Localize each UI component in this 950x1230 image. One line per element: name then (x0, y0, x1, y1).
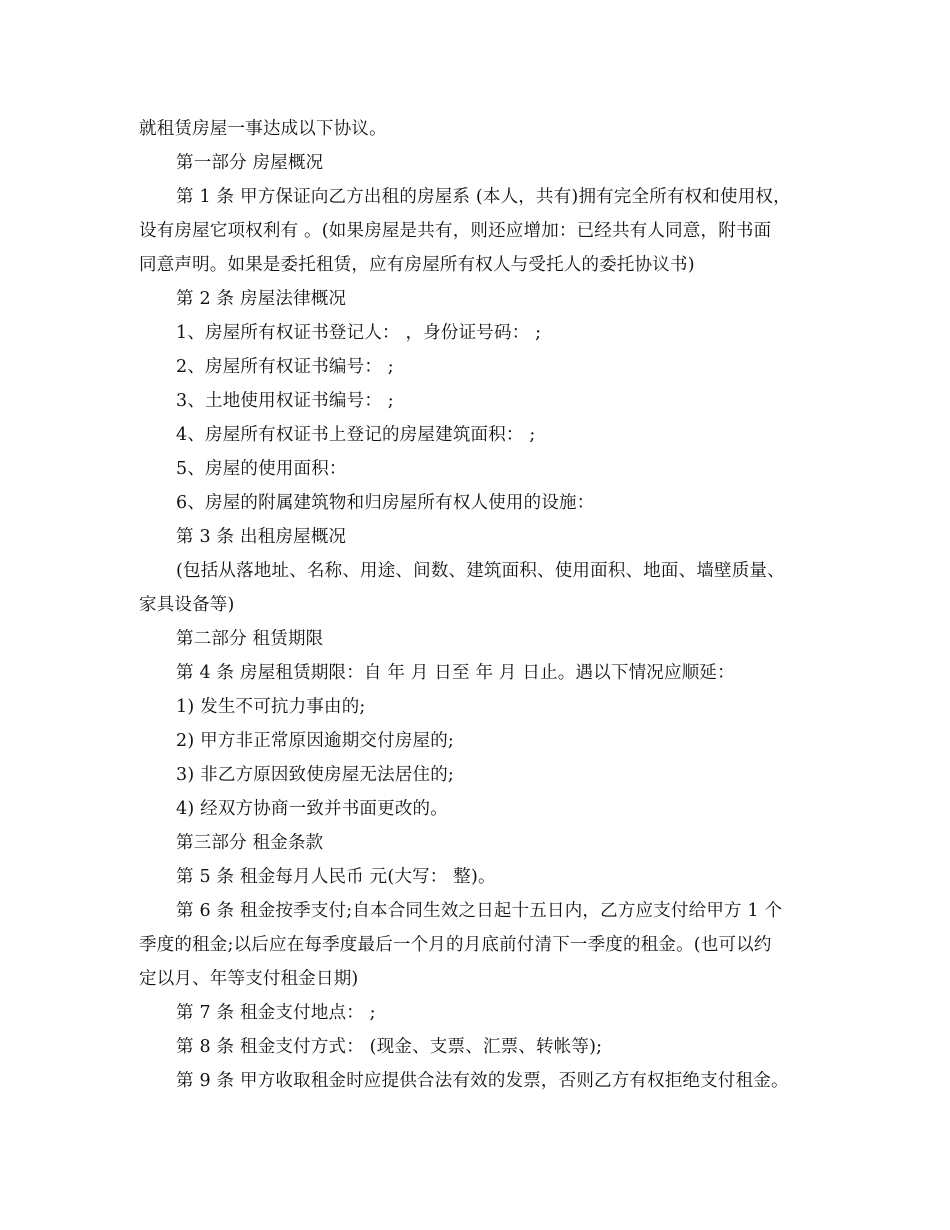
text-line: 第 2 条 房屋法律概况 (176, 289, 347, 309)
text-line: 1) 发生不可抗力事由的; (176, 697, 366, 717)
document-body (139, 112, 819, 1098)
text-line: 第 6 条 租金按季支付;自本合同生效之日起十五日内，乙方应支付给甲方 1 个 (176, 901, 783, 921)
text-line: 家具设备等) (139, 595, 235, 615)
text-line: 第二部分 租赁期限 (176, 629, 324, 649)
text-line: 5、房屋的使用面积： (176, 459, 347, 479)
text-line: 第 1 条 甲方保证向乙方出租的房屋系 (本人，共有)拥有完全所有权和使用权， (176, 187, 791, 207)
text-line: 就租赁房屋一事达成以下协议。 (139, 119, 387, 139)
text-line: 第 7 条 租金支付地点： ; (176, 1003, 376, 1023)
text-line: 3、土地使用权证书编号： ; (176, 391, 394, 411)
text-line: 4) 经双方协商一致并书面更改的。 (176, 799, 448, 819)
text-line: 6、房屋的附属建筑物和归房屋所有权人使用的设施： (176, 493, 595, 513)
text-line: 季度的租金;以后应在每季度最后一个月的月底前付清下一季度的租金。(也可以约 (139, 935, 772, 955)
text-line: 第 4 条 房屋租赁期限：自 年 月 日至 年 月 日止。遇以下情况应顺延： (176, 663, 735, 683)
text-line: 第 9 条 甲方收取租金时应提供合法有效的发票，否则乙方有权拒绝支付租金。 (176, 1071, 789, 1091)
text-line: 定以月、年等支付租金日期) (139, 969, 359, 989)
text-line: 设有房屋它项权利有 。(如果房屋是共有，则还应增加：已经共有人同意，附书面 (139, 221, 772, 241)
text-line: 2) 甲方非正常原因逾期交付房屋的; (176, 731, 455, 751)
text-line: 第 8 条 租金支付方式： (现金、支票、汇票、转帐等); (176, 1037, 603, 1057)
text-line: 3) 非乙方原因致使房屋无法居住的; (176, 765, 455, 785)
text-line: 2、房屋所有权证书编号： ; (176, 357, 394, 377)
text-line: 4、房屋所有权证书上登记的房屋建筑面积： ; (176, 425, 536, 445)
text-line: (包括从落地址、名称、用途、间数、建筑面积、使用面积、地面、墙壁质量、 (176, 561, 785, 581)
text-line: 第三部分 租金条款 (176, 833, 324, 853)
text-line: 第一部分 房屋概况 (176, 153, 324, 173)
text-line: 1、房屋所有权证书登记人： ，身份证号码： ; (176, 323, 542, 343)
text-line: 同意声明。如果是委托租赁，应有房屋所有权人与受托人的委托协议书) (139, 255, 695, 275)
text-line: 第 3 条 出租房屋概况 (176, 527, 347, 547)
text-line: 第 5 条 租金每月人民币 元(大写： 整)。 (176, 867, 496, 887)
